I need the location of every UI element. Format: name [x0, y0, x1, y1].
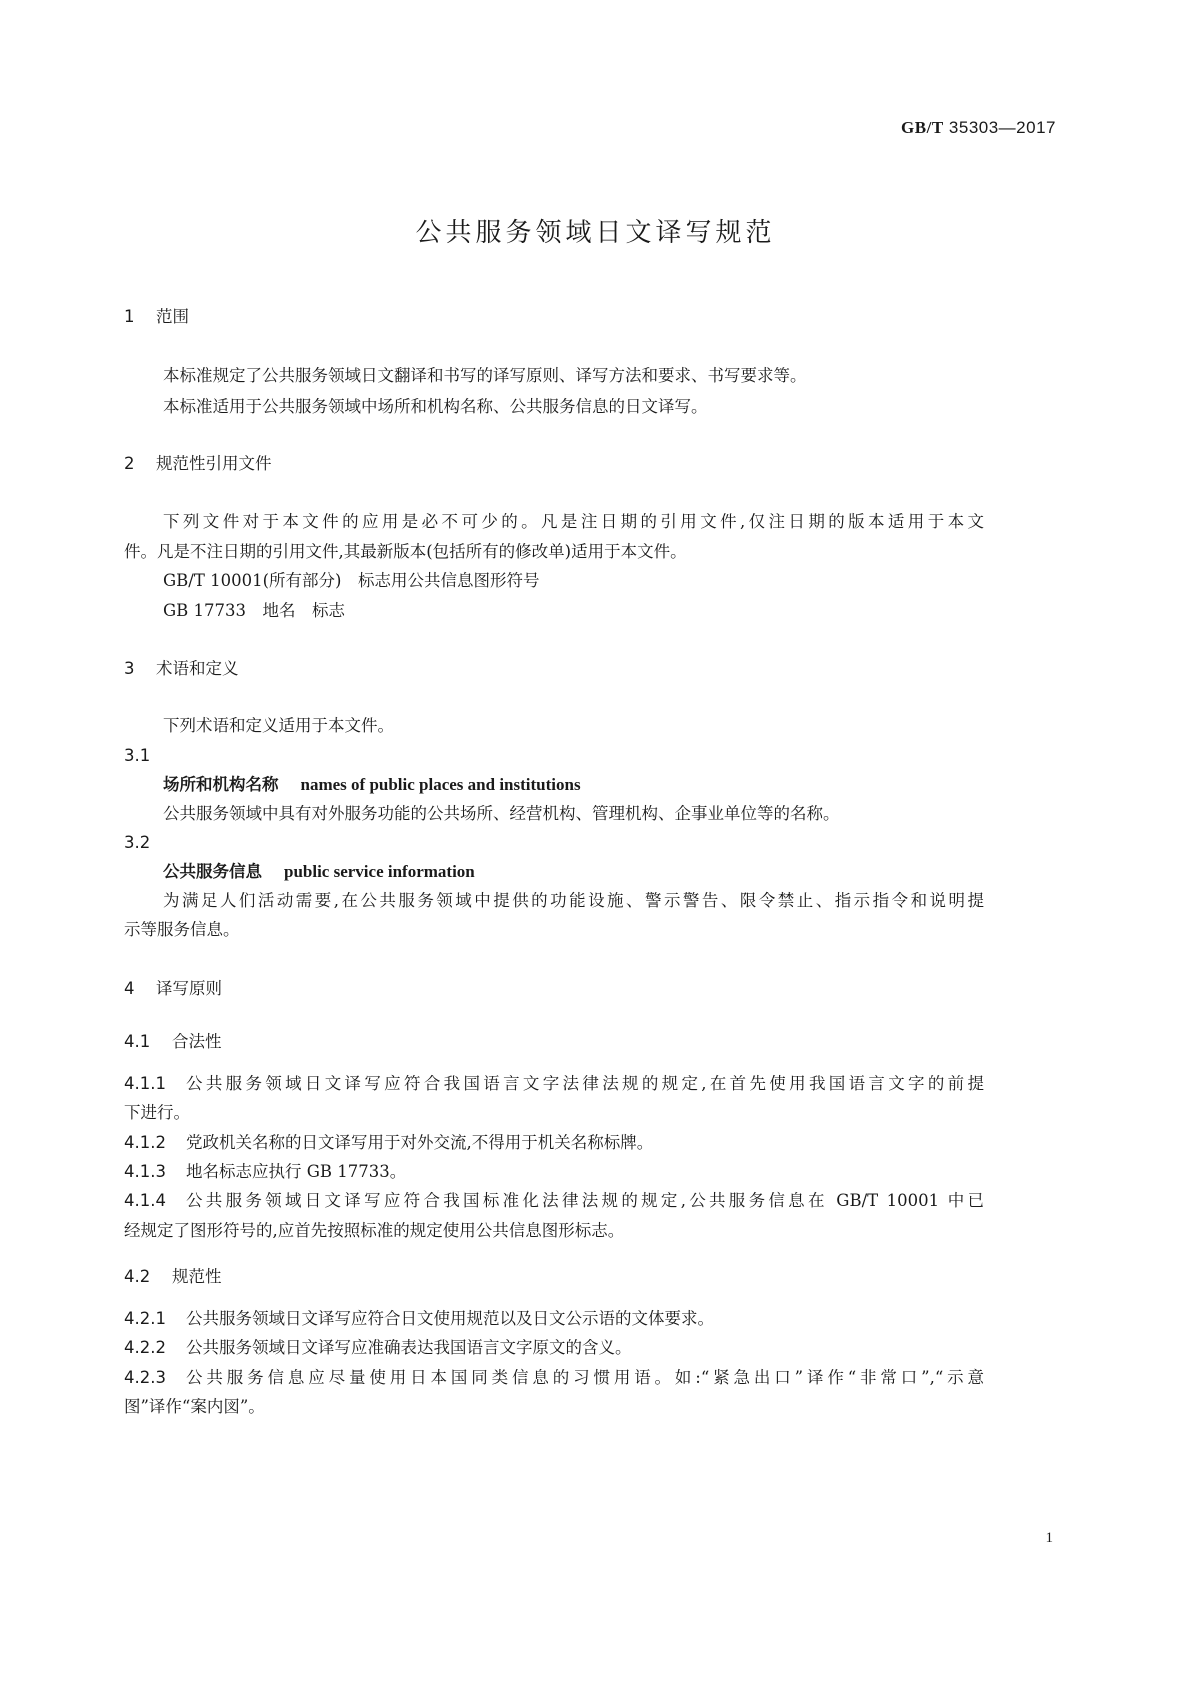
clause-number: 4.2.2	[124, 1338, 166, 1357]
clause	[124, 1366, 984, 1390]
paragraph: 本标准适用于公共服务领域中场所和机构名称、公共服务信息的日文译写。	[163, 397, 708, 416]
term-definition: 公共服务领域中具有对外服务功能的公共场所、经营机构、管理机构、企事业单位等的名称。	[163, 804, 840, 823]
section-number: 1	[124, 307, 135, 326]
clause-number: 4.2.3	[124, 1368, 166, 1387]
section-title: 译写原则	[156, 979, 222, 998]
section-4-heading	[124, 977, 222, 1001]
term-chinese: 场所和机构名称	[163, 775, 279, 794]
clause-number: 4.1.2	[124, 1133, 166, 1152]
clause-text: 地名标志应执行 GB 17733。	[186, 1162, 407, 1181]
subsection-4-1-heading	[124, 1030, 222, 1054]
section-title: 范围	[156, 307, 189, 326]
section-number: 3	[124, 659, 135, 678]
subsection-title: 合法性	[172, 1032, 222, 1051]
term-definition: 为满足人们活动需要,在公共服务领域中提供的功能设施、警示警告、限令禁止、指示指令和说明提	[163, 891, 984, 910]
subsection-number: 4.1	[124, 1032, 151, 1051]
section-3-heading	[124, 657, 239, 681]
paragraph: 下列术语和定义适用于本文件。	[163, 716, 394, 735]
clause-text: 党政机关名称的日文译写用于对外交流,不得用于机关名称标牌。	[186, 1133, 654, 1152]
term-english: names of public places and institutions	[300, 775, 581, 794]
clause	[124, 1160, 406, 1184]
clause-text: 公共服务领域日文译写应符合我国语言文字法律法规的规定,在首先使用我国语言文字的前提	[186, 1074, 984, 1093]
term-entry	[163, 773, 581, 797]
subsection-4-2-heading	[124, 1265, 222, 1289]
term-english: public service information	[284, 862, 475, 881]
paragraph-continuation: 图”译作“案内図”。	[124, 1397, 265, 1416]
clause-number: 4.2.1	[124, 1309, 166, 1328]
clause	[124, 1307, 714, 1331]
reference-item: GB 17733 地名 标志	[163, 601, 346, 620]
section-number: 4	[124, 979, 135, 998]
subsection-number: 4.2	[124, 1267, 151, 1286]
standard-number	[901, 118, 1056, 138]
paragraph-continuation: 下进行。	[124, 1103, 190, 1122]
clause	[124, 1189, 984, 1213]
subsection-title: 规范性	[172, 1267, 222, 1286]
term-entry	[163, 860, 475, 884]
clause-number: 4.1.4	[124, 1191, 166, 1210]
paragraph: 本标准规定了公共服务领域日文翻译和书写的译写原则、译写方法和要求、书写要求等。	[163, 366, 807, 385]
clause-text: 公共服务领域日文译写应准确表达我国语言文字原文的含义。	[186, 1338, 632, 1357]
section-title: 术语和定义	[156, 659, 239, 678]
section-1-heading	[124, 305, 189, 329]
term-number: 3.1	[124, 746, 151, 765]
paragraph: 下列文件对于本文件的应用是必不可少的。凡是注日期的引用文件,仅注日期的版本适用于本文	[163, 512, 984, 531]
clause	[124, 1336, 632, 1360]
section-title: 规范性引用文件	[156, 454, 272, 473]
section-number: 2	[124, 454, 135, 473]
page-number: 1	[1045, 1530, 1053, 1546]
term-number: 3.2	[124, 833, 151, 852]
clause	[124, 1131, 653, 1155]
clause-number: 4.1.1	[124, 1074, 166, 1093]
clause-text: 公共服务信息应尽量使用日本国同类信息的习惯用语。如:“紧急出口”译作“非常口”,“示意	[186, 1368, 984, 1387]
clause-text: 公共服务领域日文译写应符合日文使用规范以及日文公示语的文体要求。	[186, 1309, 714, 1328]
term-chinese: 公共服务信息	[163, 862, 262, 881]
clause-text: 公共服务领域日文译写应符合我国标准化法律法规的规定,公共服务信息在 GB/T 10001 中已	[186, 1191, 984, 1210]
reference-item: GB/T 10001(所有部分) 标志用公共信息图形符号	[163, 571, 540, 590]
paragraph-continuation: 件。凡是不注日期的引用文件,其最新版本(包括所有的修改单)适用于本文件。	[124, 542, 687, 561]
paragraph-continuation: 示等服务信息。	[124, 920, 240, 939]
clause	[124, 1072, 984, 1096]
paragraph-continuation: 经规定了图形符号的,应首先按照标准的规定使用公共信息图形标志。	[124, 1221, 625, 1240]
document-title: 公共服务领域日文译写规范	[415, 218, 776, 248]
standard-code: 35303—2017	[948, 118, 1056, 137]
section-2-heading	[124, 452, 272, 476]
standard-prefix: GB/T	[901, 118, 944, 137]
clause-number: 4.1.3	[124, 1162, 166, 1181]
